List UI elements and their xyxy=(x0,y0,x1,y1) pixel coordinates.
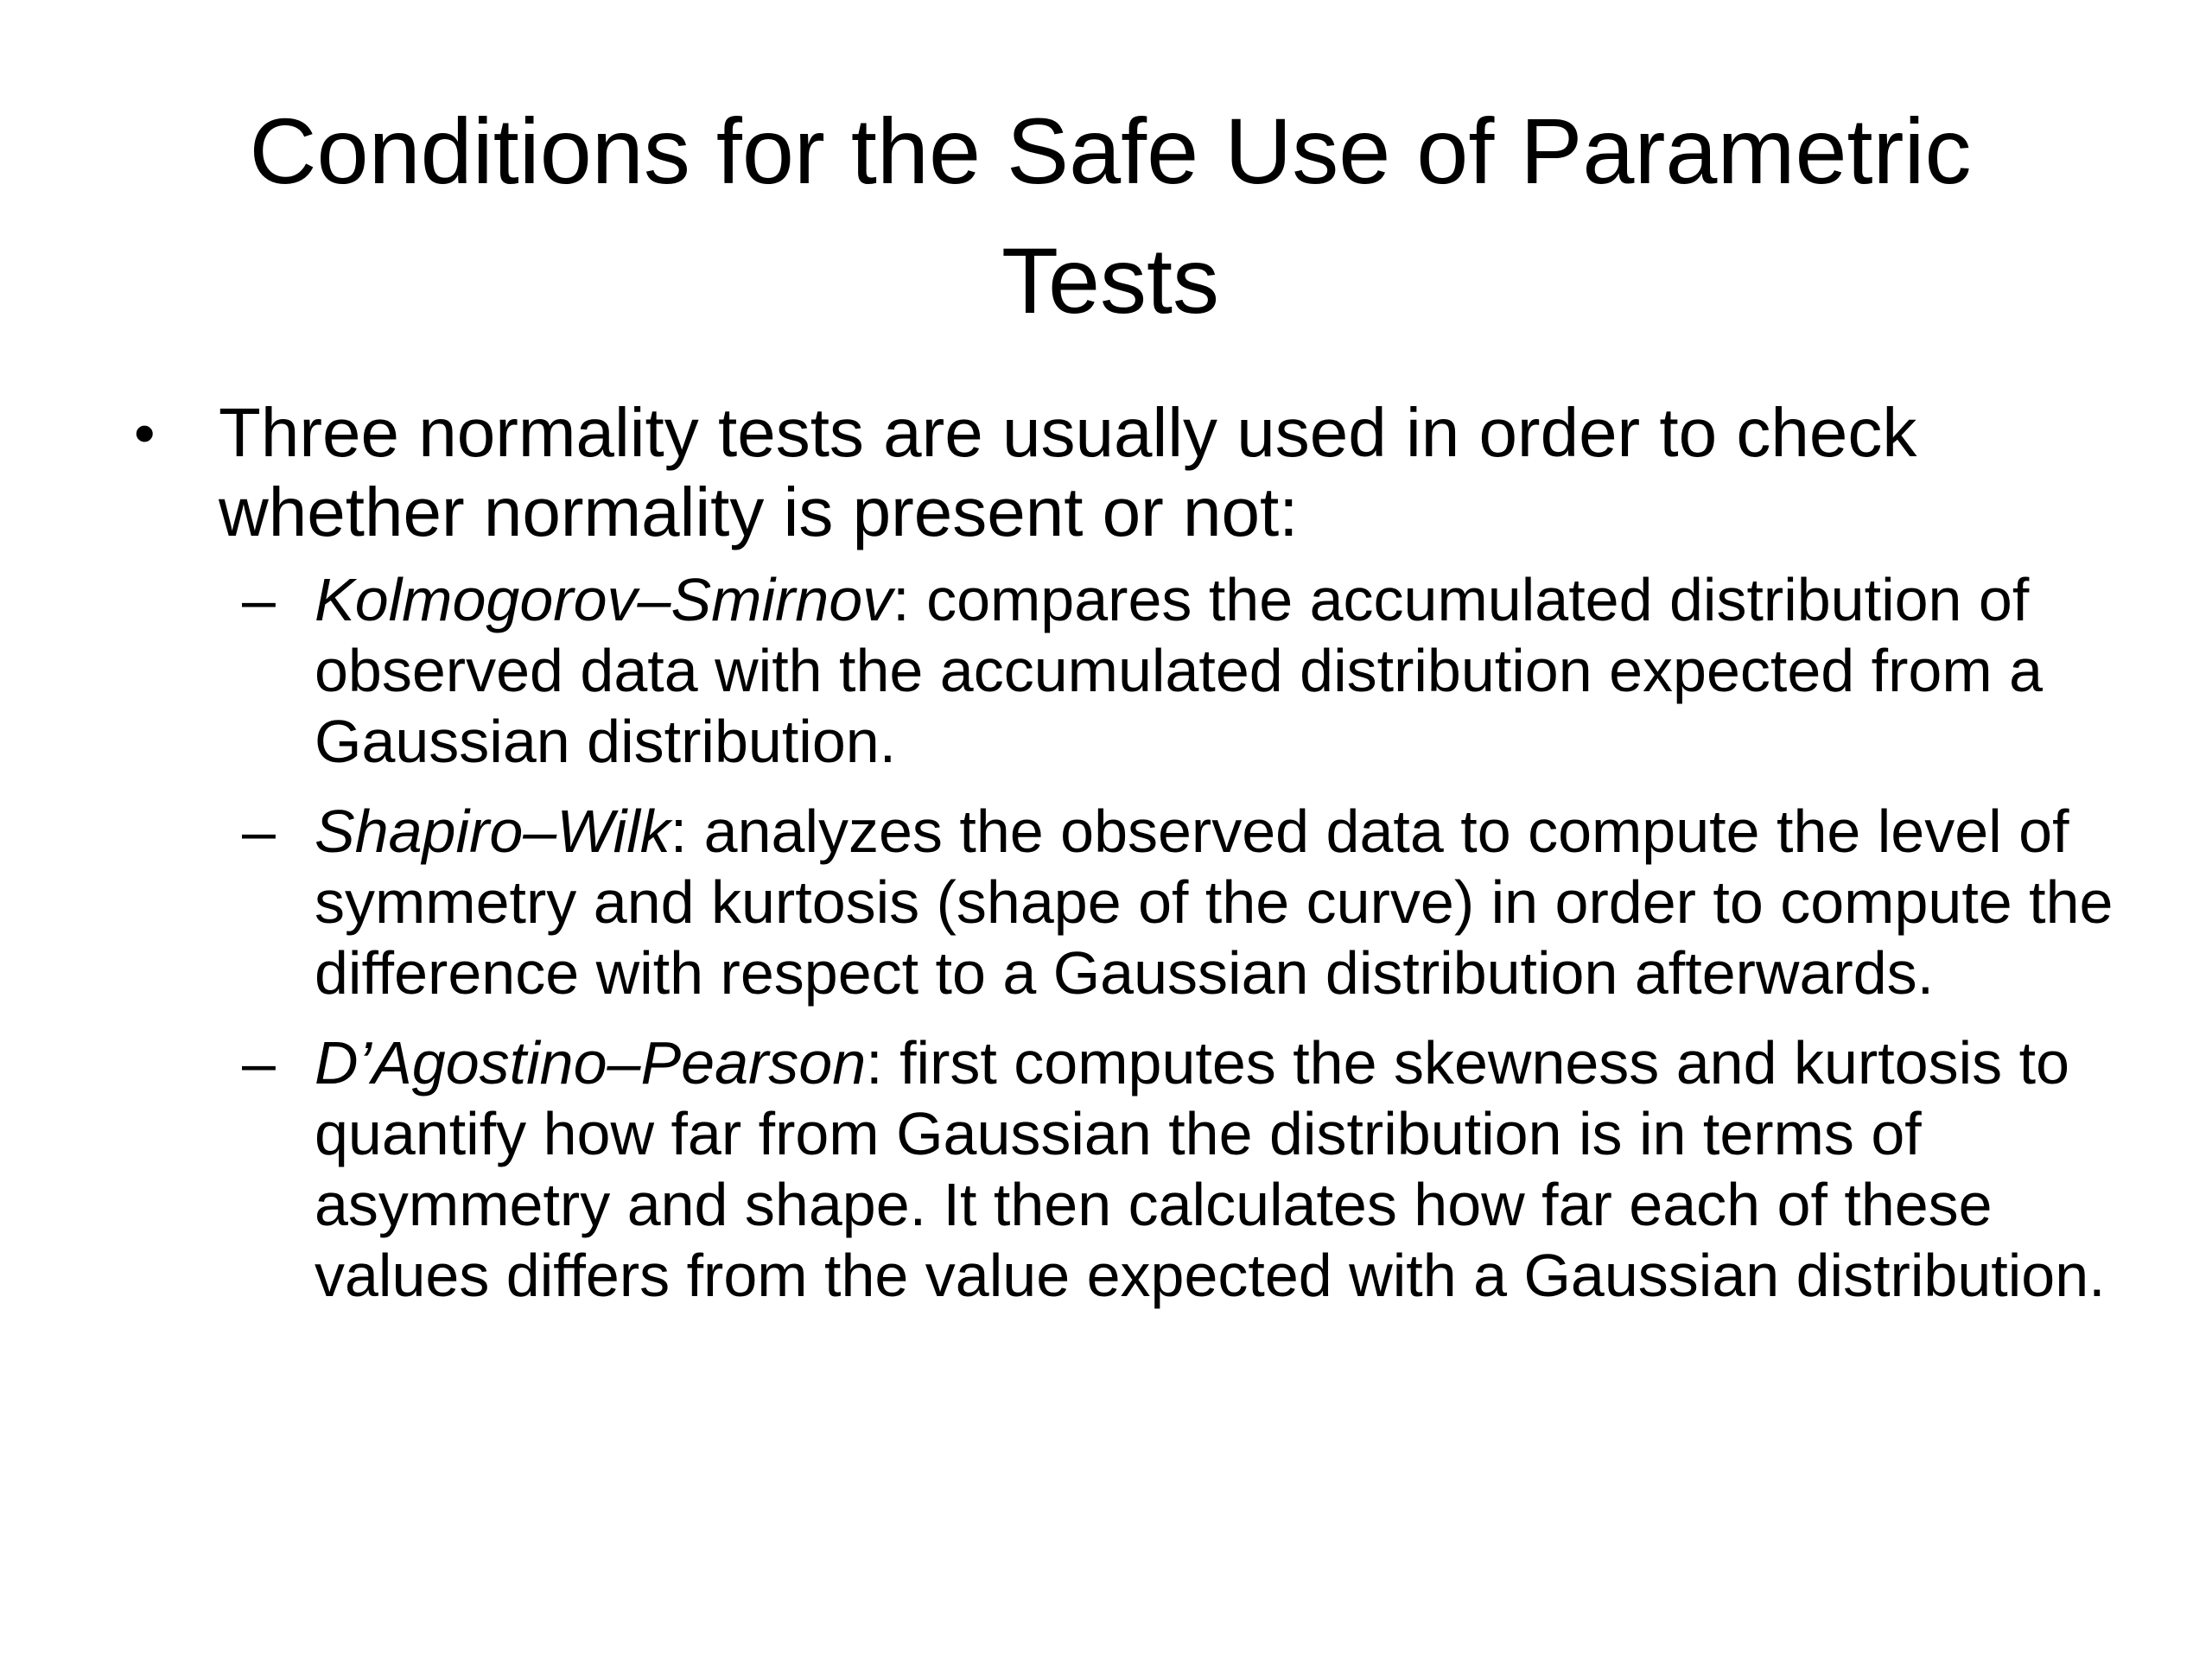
slide-title: Conditions for the Safe Use of Parametric Tests xyxy=(249,99,1972,333)
test-description: : compares the accumulated distribution of observed data with the accumulated distribution expected from a Gaussian distribution. xyxy=(315,566,2044,775)
main-bullet-text: Three normality tests are usually used in order to check whether normality is present or not: xyxy=(219,394,1917,550)
slide-content xyxy=(121,393,2117,1330)
test-name: Kolmogorov–Smirnov xyxy=(315,566,893,633)
dash-marker: – xyxy=(242,566,276,633)
main-bullet xyxy=(121,393,2117,552)
dash-marker: – xyxy=(242,1029,276,1096)
test-name: Shapiro–Wilk xyxy=(315,798,671,865)
test-name: D’Agostino–Pearson xyxy=(315,1029,867,1096)
bullet-marker: • xyxy=(134,399,156,467)
test-description: : first computes the skewness and kurtosis to quantify how far from Gaussian the distribution is in terms of asymmetry and shape. It then calculates how far each of these values differs from the value expected with a Gaussian distribution. xyxy=(315,1029,2106,1309)
sub-bullet-shapiro-wilk xyxy=(121,796,2117,1008)
sub-bullet-kolmogorov-smirnov xyxy=(121,564,2117,777)
sub-bullet-list xyxy=(121,564,2117,1311)
test-description: : analyzes the observed data to compute the level of symmetry and kurtosis (shape of the curve) in order to compute the difference with respect to a Gaussian distribution afterwards. xyxy=(315,798,2113,1007)
dash-marker: – xyxy=(242,798,276,865)
sub-bullet-dagostino-pearson xyxy=(121,1027,2117,1311)
